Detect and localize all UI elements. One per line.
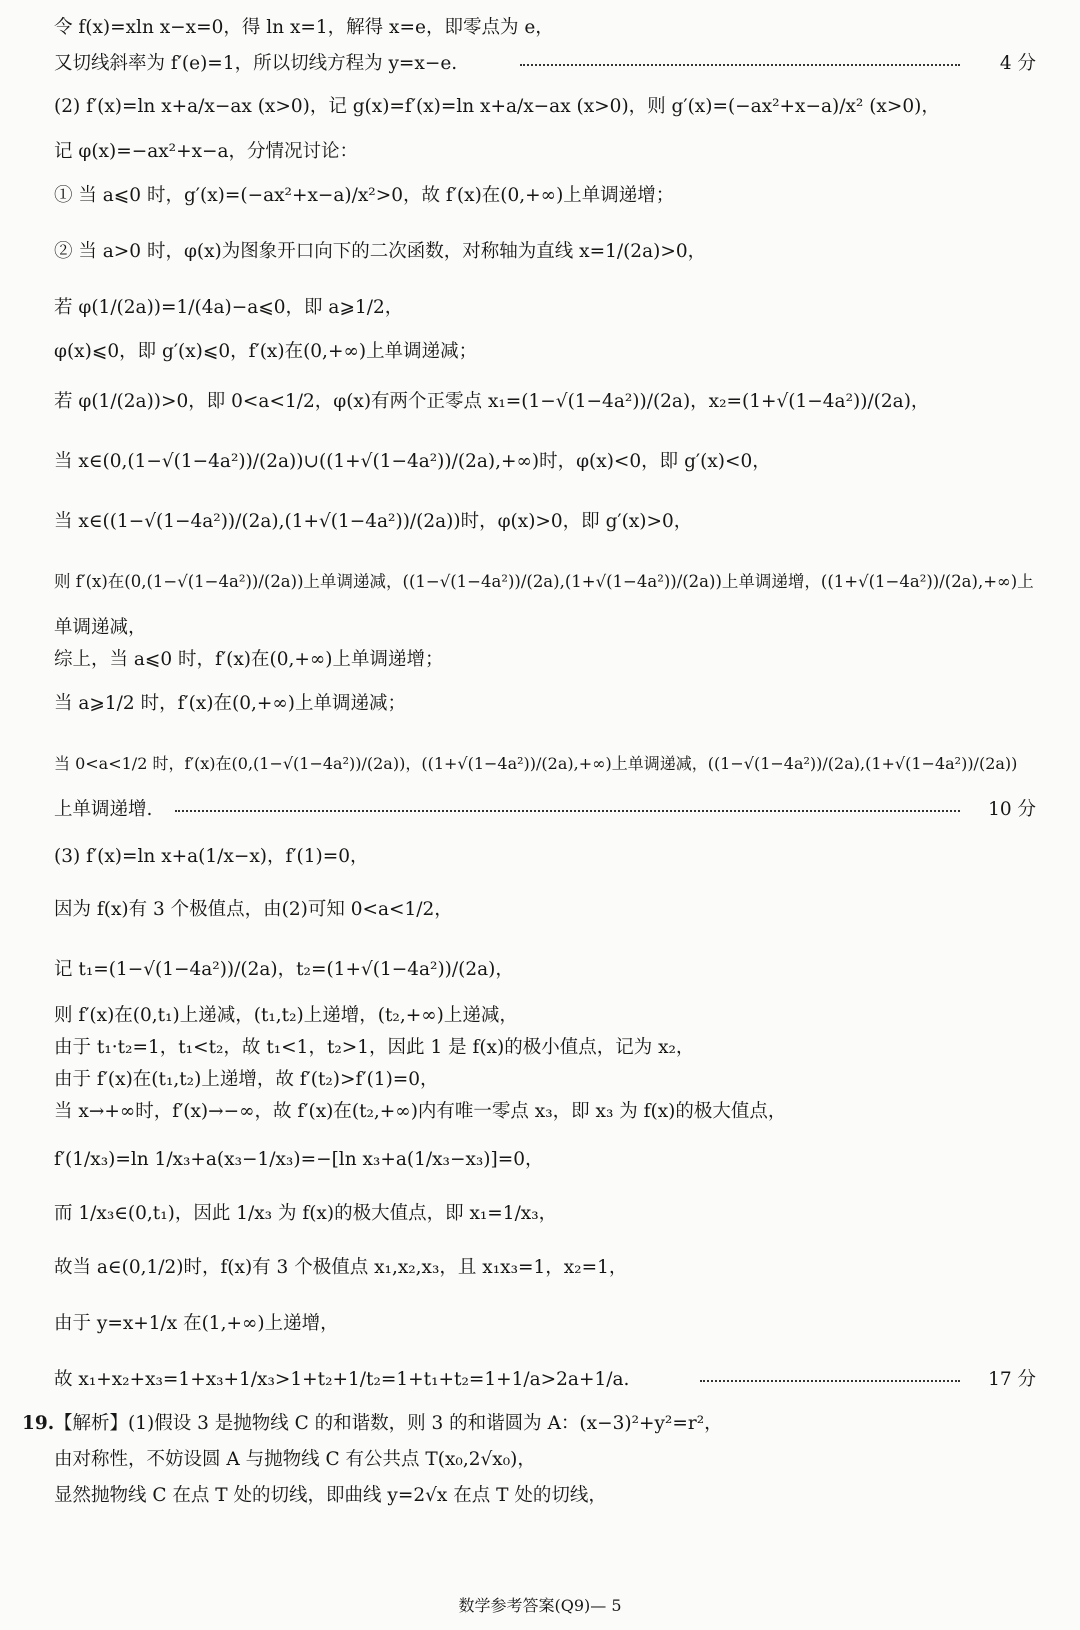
- page-footer: 数学参考答案(Q9)— 5: [458, 1596, 622, 1615]
- score-leader-dots: [520, 64, 960, 66]
- solution-line: 而 1/x₃∈(0,t₁)，因此 1/x₃ 为 f(x)的极大值点，即 x₁=1/x₃，: [54, 1203, 558, 1224]
- solution-line: 故 x₁+x₂+x₃=1+x₃+1/x₃>1+t₂+1/t₂=1+t₁+t₂=1+1/a>2a+1/a.: [54, 1369, 630, 1390]
- solution-line: f′(1/x₃)=ln 1/x₃+a(x₃−1/x₃)=−[ln x₃+a(1/x₃−x₃)]=0，: [54, 1149, 544, 1170]
- solution-line: 则 f′(x)在(0,t₁)上递减，(t₁,t₂)上递增，(t₂,+∞)上递减，: [54, 1005, 518, 1026]
- score-leader-dots: [175, 810, 960, 812]
- solution-line: 若 φ(1/(2a))=1/(4a)−a⩽0，即 a⩾1/2，: [54, 297, 404, 318]
- score-leader-dots: [700, 1380, 960, 1382]
- solution-line: φ(x)⩽0，即 g′(x)⩽0，f′(x)在(0,+∞)上单调递减；: [54, 341, 478, 362]
- solution-line: 令 f(x)=xln x−x=0，得 ln x=1，解得 x=e，即零点为 e，: [54, 17, 554, 38]
- solution-line: 当 a⩾1/2 时，f′(x)在(0,+∞)上单调递减；: [54, 693, 406, 714]
- score-mark: 4 分: [999, 53, 1036, 74]
- question-number: 19.: [22, 1413, 55, 1434]
- solution-line: 单调递减，: [54, 617, 147, 638]
- solution-line: 当 x→+∞时，f′(x)→−∞，故 f′(x)在(t₂,+∞)内有唯一零点 x₃，即 x₃ 为 f(x)的极大值点，: [54, 1101, 787, 1122]
- solution-line: (3) f′(x)=ln x+a(1/x−x)，f′(1)=0，: [54, 846, 369, 867]
- solution-line: 当 x∈(0,(1−√(1−4a²))/(2a))∪((1+√(1−4a²))/(2a),+∞)时，φ(x)<0，即 g′(x)<0，: [54, 451, 771, 472]
- solution-line: 当 x∈((1−√(1−4a²))/(2a),(1+√(1−4a²))/(2a))时，φ(x)>0，即 g′(x)>0，: [54, 511, 693, 532]
- solution-line: 由于 y=x+1/x 在(1,+∞)上递增，: [54, 1313, 339, 1334]
- solution-line: 若 φ(1/(2a))>0，即 0<a<1/2，φ(x)有两个正零点 x₁=(1−√(1−4a²))/(2a)，x₂=(1+√(1−4a²))/(2a)，: [54, 391, 930, 412]
- solution-line: 记 t₁=(1−√(1−4a²))/(2a)，t₂=(1+√(1−4a²))/(2a)，: [54, 959, 514, 980]
- solution-line: 则 f′(x)在(0,(1−√(1−4a²))/(2a))上单调递减，((1−√(1−4a²))/(2a),(1+√(1−4a²))/(2a))上单调递增，((1+√(1−4a²))/(2a),+∞)上: [54, 572, 1034, 591]
- solution-line: ② 当 a>0 时，φ(x)为图象开口向下的二次函数，对称轴为直线 x=1/(2a)>0，: [54, 241, 707, 262]
- solution-line: 又切线斜率为 f′(e)=1，所以切线方程为 y=x−e.: [54, 53, 458, 74]
- solution-line: 当 0<a<1/2 时，f′(x)在(0,(1−√(1−4a²))/(2a))，((1+√(1−4a²))/(2a),+∞)上单调递减，((1−√(1−4a²))/(2a),(1+√(1−4a²))/(2a)): [54, 754, 1018, 773]
- solution-line: 综上，当 a⩽0 时，f′(x)在(0,+∞)上单调递增；: [54, 649, 444, 670]
- solution-line: ① 当 a⩽0 时，g′(x)=(−ax²+x−a)/x²>0，故 f′(x)在(0,+∞)上单调递增；: [54, 185, 675, 206]
- solution-line: (2) f′(x)=ln x+a/x−ax (x>0)，记 g(x)=f′(x)=ln x+a/x−ax (x>0)，则 g′(x)=(−ax²+x−a)/x² (x>0)，: [54, 96, 940, 117]
- solution-line: 显然抛物线 C 在点 T 处的切线，即曲线 y=2√x 在点 T 处的切线，: [54, 1485, 607, 1506]
- solution-line: 因为 f(x)有 3 个极值点，由(2)可知 0<a<1/2，: [54, 899, 453, 920]
- solution-line: 由对称性，不妨设圆 A 与抛物线 C 有公共点 T(x₀,2√x₀)，: [54, 1449, 536, 1470]
- score-mark: 10 分: [988, 799, 1036, 820]
- score-mark: 17 分: [988, 1369, 1036, 1390]
- solution-line: 上单调递增.: [54, 799, 153, 820]
- solution-line: 【解析】(1)假设 3 是抛物线 C 的和谐数，则 3 的和谐圆为 A：(x−3)²+y²=r²，: [54, 1413, 723, 1434]
- solution-line: 记 φ(x)=−ax²+x−a，分情况讨论：: [54, 141, 359, 162]
- solution-line: 故当 a∈(0,1/2)时，f(x)有 3 个极值点 x₁,x₂,x₃，且 x₁x₃=1，x₂=1，: [54, 1257, 628, 1278]
- solution-line: 由于 t₁·t₂=1，t₁<t₂，故 t₁<1，t₂>1，因此 1 是 f(x)的极小值点，记为 x₂，: [54, 1037, 695, 1058]
- solution-line: 由于 f′(x)在(t₁,t₂)上递增，故 f′(t₂)>f′(1)=0，: [54, 1069, 439, 1090]
